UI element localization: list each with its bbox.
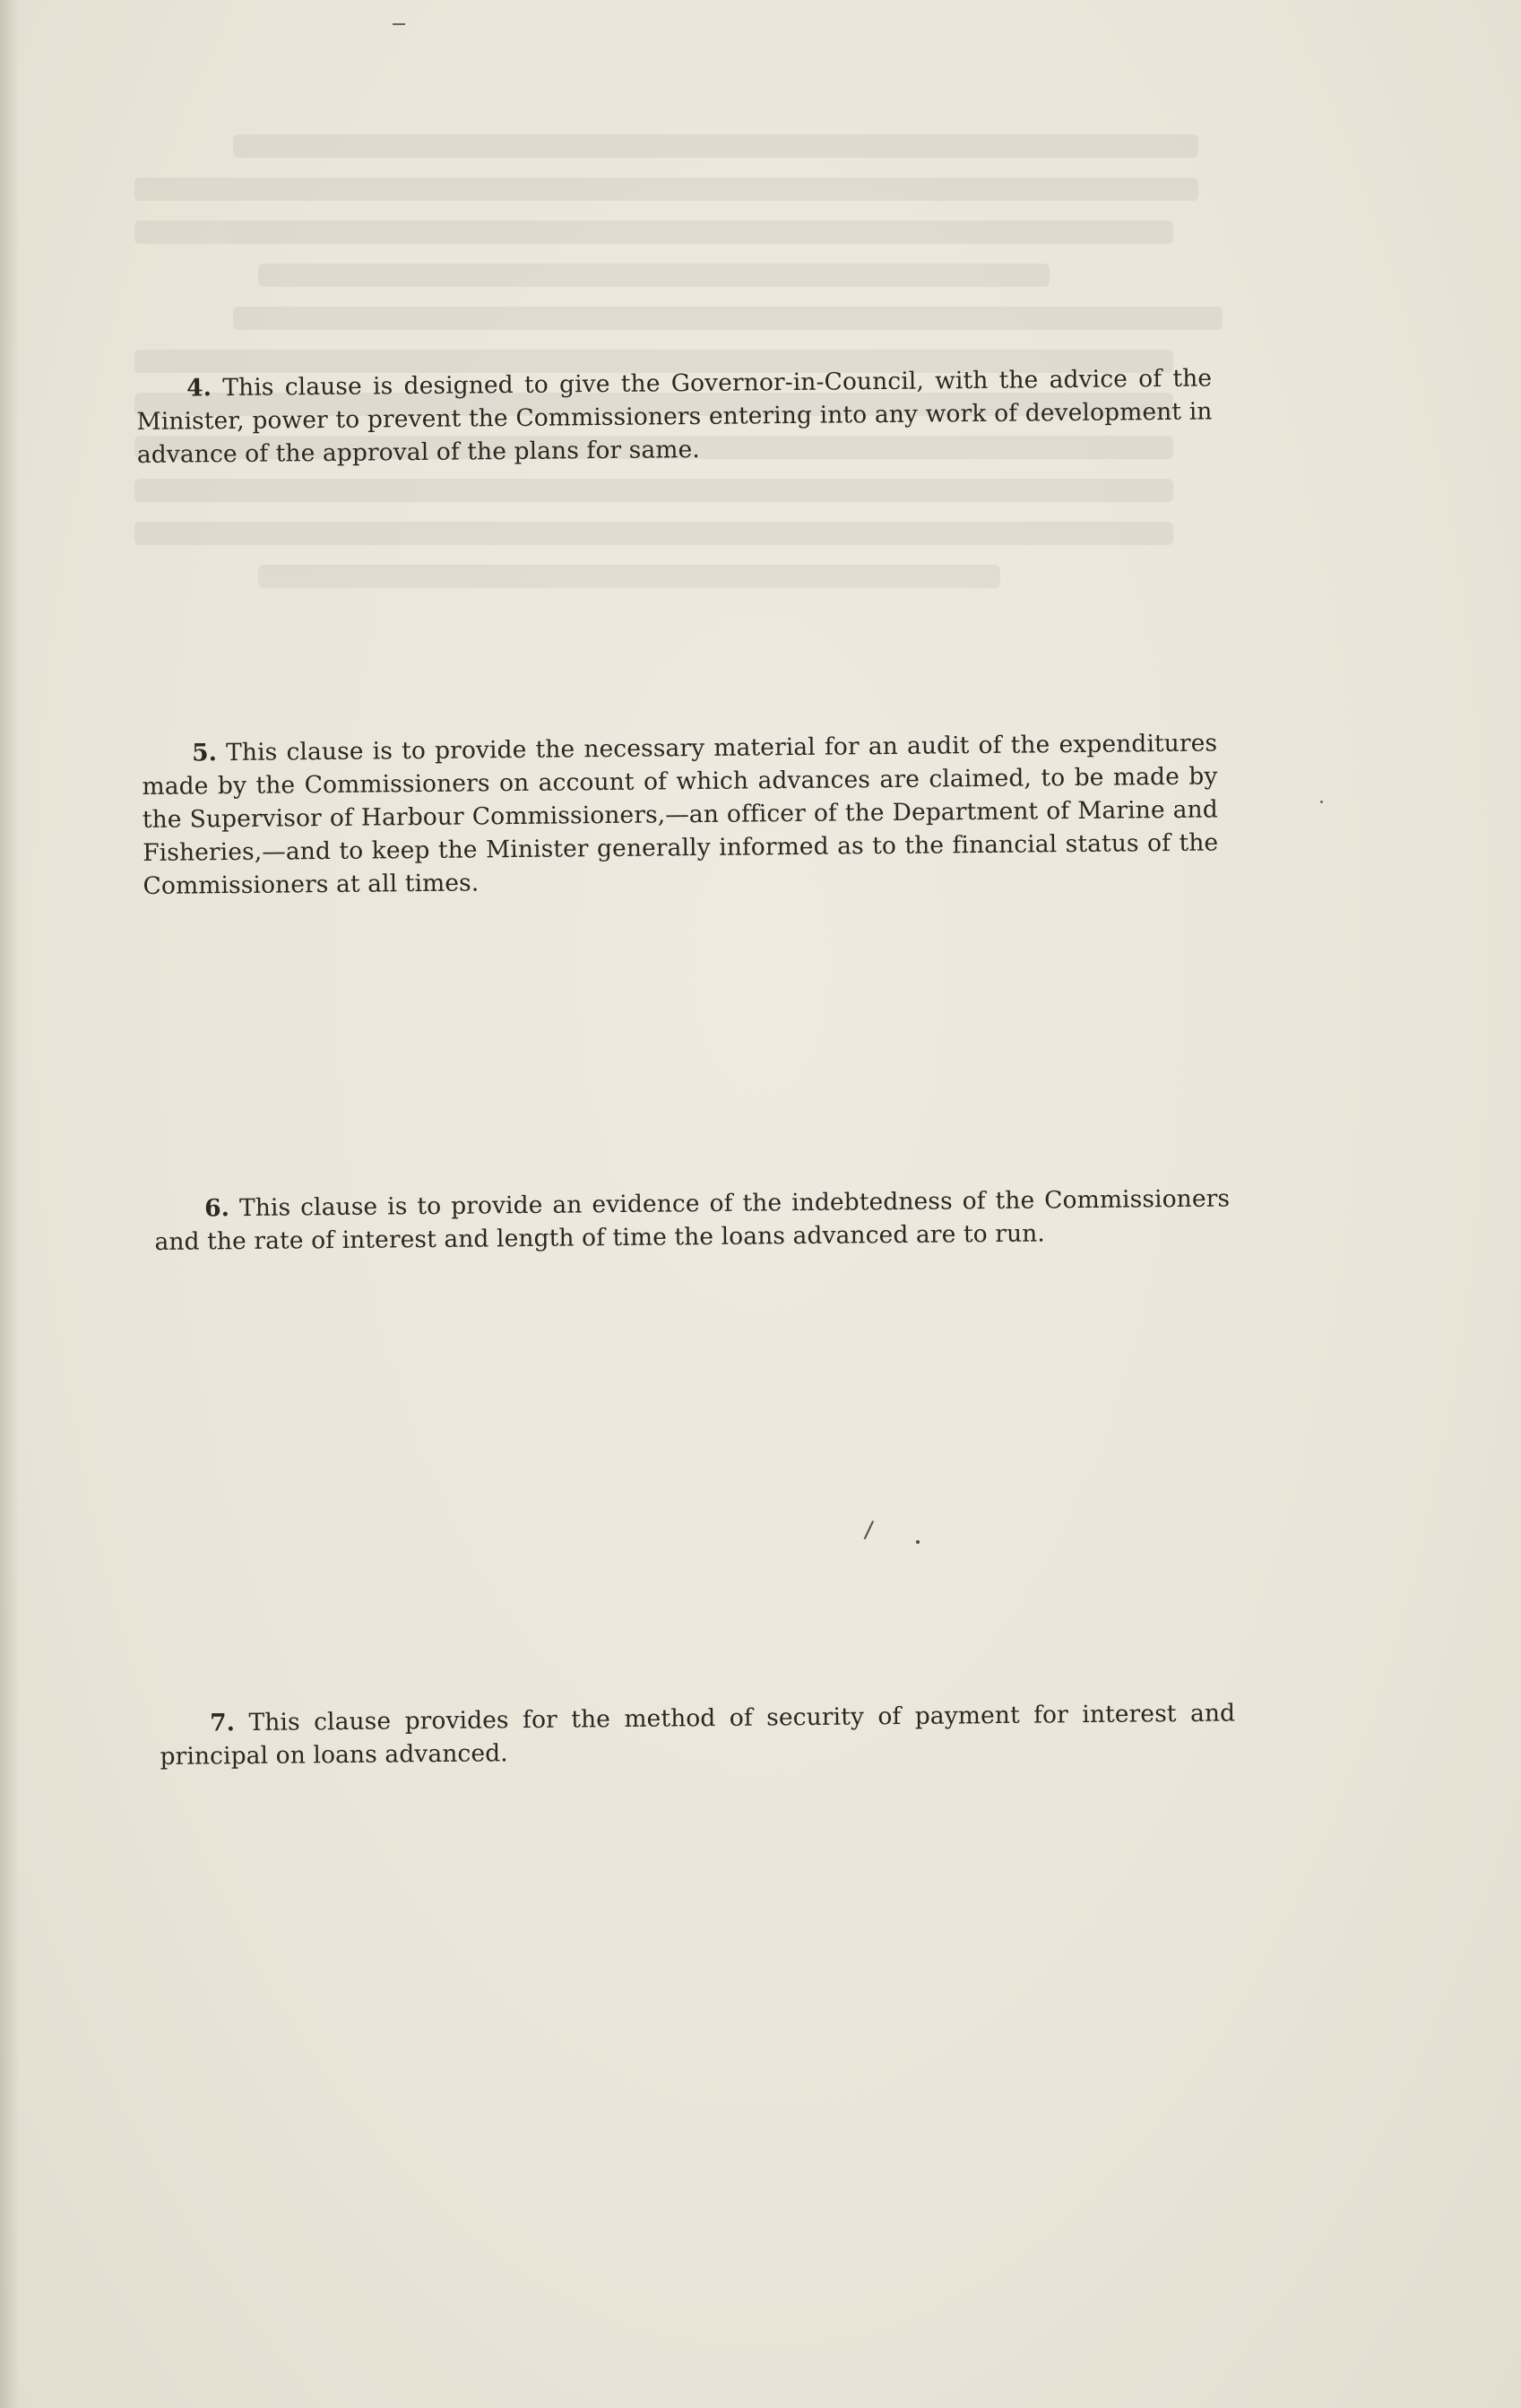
page-edge-shadow (0, 0, 20, 2408)
clause-7-text: This clause provides for the method of security of payment for interest and principal on loans advanced. (160, 1698, 1236, 1771)
paper-speck (916, 1540, 920, 1544)
clause-4-number: 4. (186, 373, 212, 402)
clause-7-number: 7. (210, 1708, 236, 1737)
clause-5-text: This clause is to provide the necessary material for an audit of the expenditures made by the Commissioners on account of which advances are claimed, to be made by the Supervisor of Harbour Commissioners,—an officer of the Department of Marine and Fisheries,—and to keep the Minister generally informed as to the financial status of the Commissioners at all times. (142, 728, 1219, 900)
clause-6-text: This clause is to provide an evidence of the indebtedness of the Commissioners and the rate of interest and length of time the loans advanced are to run. (154, 1183, 1231, 1256)
clause-6-paragraph (154, 1182, 1231, 1259)
clause-7-paragraph (160, 1696, 1236, 1773)
paper-speck (393, 23, 405, 25)
stray-pencil-mark: / (862, 1516, 875, 1545)
clause-5-paragraph (142, 726, 1219, 903)
paper-speck (1320, 801, 1323, 803)
clause-5-number: 5. (192, 738, 218, 767)
clause-4-text: This clause is designed to give the Governor-in-Council, with the advice of the Minister, power to prevent the Commissioners entering into any work of development in advance of the approval of the plans for same. (136, 363, 1213, 469)
clause-6-number: 6. (204, 1193, 230, 1222)
clause-4-paragraph (136, 361, 1213, 472)
